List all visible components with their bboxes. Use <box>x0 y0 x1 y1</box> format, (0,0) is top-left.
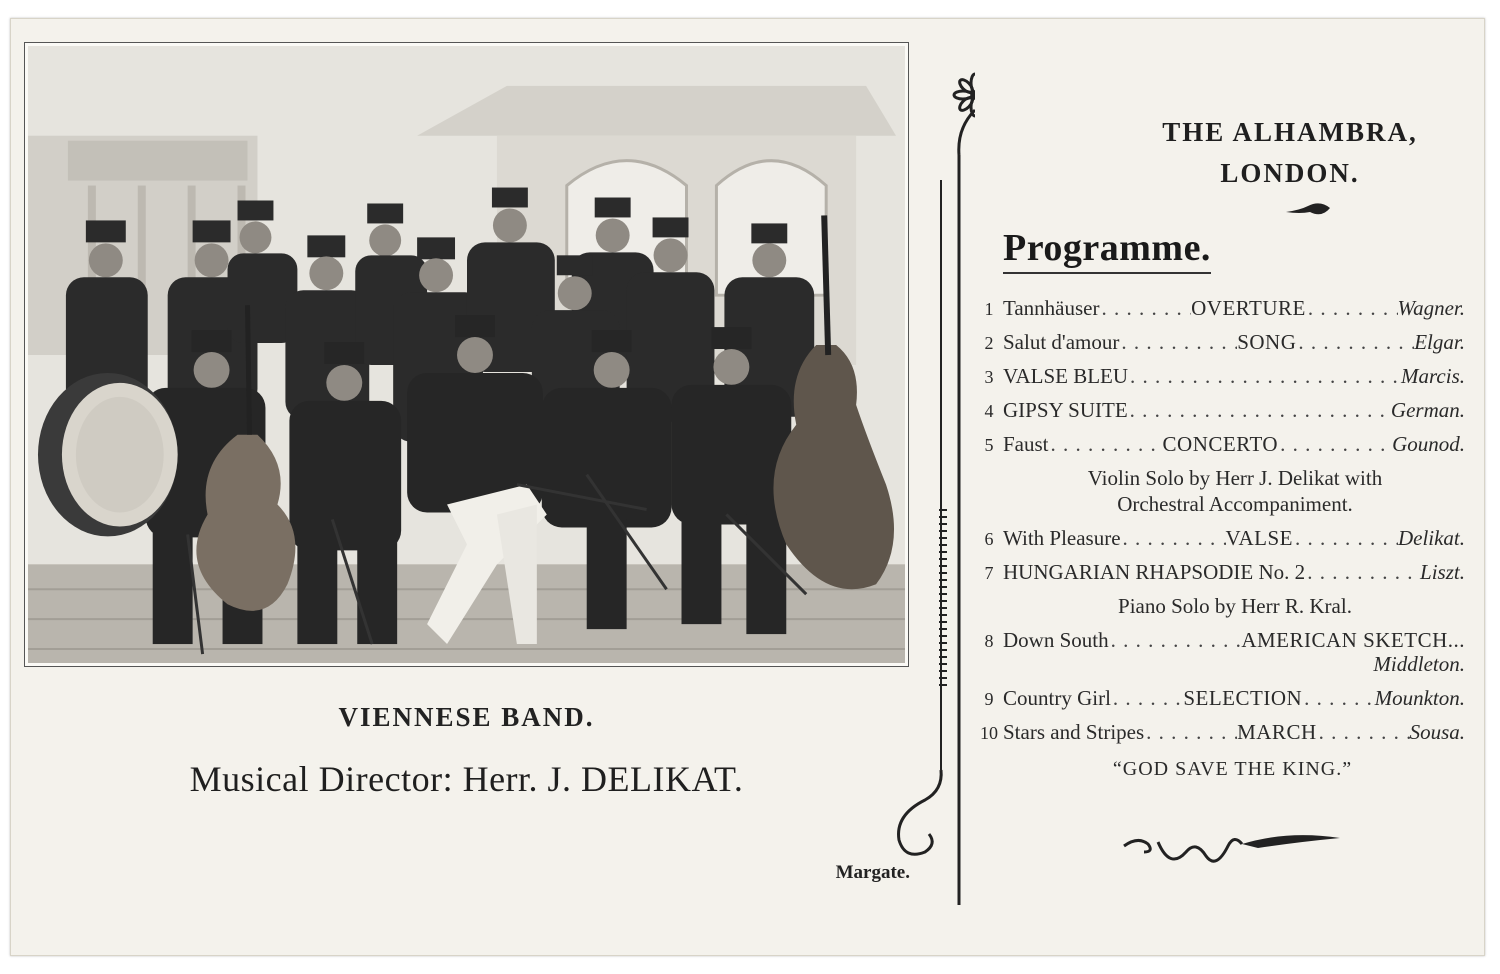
leader-dots <box>1302 686 1374 711</box>
programme-item-composer: Liszt. <box>1420 560 1465 584</box>
programme-item-title: Faust <box>1003 432 1049 456</box>
programme-item-note: Orchestral Accompaniment. <box>1117 492 1353 516</box>
programme-list <box>975 296 1465 754</box>
programme-item-title: With Pleasure <box>1003 526 1121 550</box>
programme-item-title: GIPSY SUITE <box>1003 398 1128 422</box>
programme-item-title: VALSE BLEU <box>1003 364 1129 388</box>
programme-item-title: Tannhäuser <box>1003 296 1100 320</box>
venue-line-1: THE ALHAMBRA, <box>1162 117 1418 147</box>
leaf-ornament-icon <box>1284 198 1332 220</box>
photo-image <box>28 46 905 663</box>
leader-dots <box>1305 560 1420 585</box>
programme-item-number: 4 <box>984 401 994 421</box>
leader-dots <box>1111 686 1183 711</box>
programme-heading: Programme. <box>1003 226 1211 274</box>
programme-item-number: 9 <box>984 689 994 709</box>
programme-item-composer: Wagner. <box>1397 296 1465 320</box>
ornamental-divider <box>885 70 975 910</box>
programme-item-composer: Delikat. <box>1397 526 1466 550</box>
programme-item-composer: Middleton. <box>1373 652 1465 676</box>
programme-item-composer: Gounod. <box>1392 432 1466 456</box>
venue-heading <box>1120 112 1460 194</box>
leader-dots <box>1049 432 1163 457</box>
leader-dots <box>1128 364 1401 389</box>
programme-item-form: OVERTURE <box>1191 296 1306 320</box>
programme-item <box>975 398 1465 432</box>
programme-item-title: Stars and Stripes <box>1003 720 1145 744</box>
programme-item-title: Down South <box>1003 628 1109 652</box>
programme-item-form: SONG <box>1237 330 1297 354</box>
programme-item-composer: German. <box>1390 398 1465 422</box>
programme-item-number: 1 <box>984 299 994 319</box>
programme-item <box>975 296 1465 330</box>
programme-item-form: SELECTION <box>1183 686 1303 710</box>
programme-item-number: 3 <box>984 367 994 387</box>
leader-dots <box>1144 720 1237 745</box>
band-caption-title: VIENNESE BAND. <box>338 702 595 732</box>
programme-item <box>975 720 1465 754</box>
programme-item <box>975 432 1465 466</box>
programme-item-form: VALSE <box>1225 526 1293 550</box>
programme-item <box>975 628 1465 662</box>
leader-dots <box>1109 628 1242 653</box>
programme-item-number: 6 <box>984 529 994 549</box>
leader-dots <box>1296 330 1414 355</box>
leader-dots <box>1293 526 1398 551</box>
programme-item <box>975 364 1465 398</box>
programme-item-number: 7 <box>984 563 994 583</box>
band-photo-illustration <box>28 46 905 663</box>
programme-item <box>975 330 1465 364</box>
programme-item-number: 10 <box>980 723 998 743</box>
band-photograph <box>24 42 909 667</box>
leader-dots <box>1317 720 1410 745</box>
programme-item-title: Country Girl <box>1003 686 1111 710</box>
programme-item <box>975 560 1465 594</box>
leader-dots <box>1100 296 1192 321</box>
leader-dots <box>1306 296 1398 321</box>
programme-item-form: CONCERTO <box>1162 432 1279 456</box>
programme-item <box>975 686 1465 720</box>
programme-item-number: 5 <box>984 435 994 455</box>
programme-item-title: HUNGARIAN RHAPSODIE No. 2 <box>1003 560 1306 584</box>
place-caption: Margate. <box>835 862 910 883</box>
closing-flourish-icon <box>1118 822 1346 874</box>
programme-item <box>975 526 1465 560</box>
programme-item-form: AMERICAN SKETCH... <box>1241 628 1465 652</box>
leader-dots <box>1121 526 1226 551</box>
musical-director-caption: Musical Director: Herr. J. DELIKAT. <box>189 759 744 799</box>
programme-item-composer: Marcis. <box>1401 364 1465 388</box>
programme-item-composer: Sousa. <box>1409 720 1465 744</box>
programme-item-form: MARCH <box>1237 720 1317 744</box>
programme-item-number: 8 <box>984 631 994 651</box>
leader-dots <box>1119 330 1237 355</box>
programme-item-note: Violin Solo by Herr J. Delikat with <box>1087 466 1383 490</box>
leader-dots <box>1278 432 1392 457</box>
programme-item-composer: Mounkton. <box>1374 686 1465 710</box>
anthem-line: “GOD SAVE THE KING.” <box>1112 758 1353 780</box>
flower-ornament-icon <box>954 74 975 155</box>
programme-item-title: Salut d'amour <box>1003 330 1120 354</box>
leader-dots <box>1128 398 1391 423</box>
programme-item-note: Piano Solo by Herr R. Kral. <box>1118 594 1352 618</box>
programme-item-number: 2 <box>984 333 994 353</box>
programme-item-composer: Elgar. <box>1414 330 1465 354</box>
venue-line-2: LONDON. <box>1220 158 1360 188</box>
